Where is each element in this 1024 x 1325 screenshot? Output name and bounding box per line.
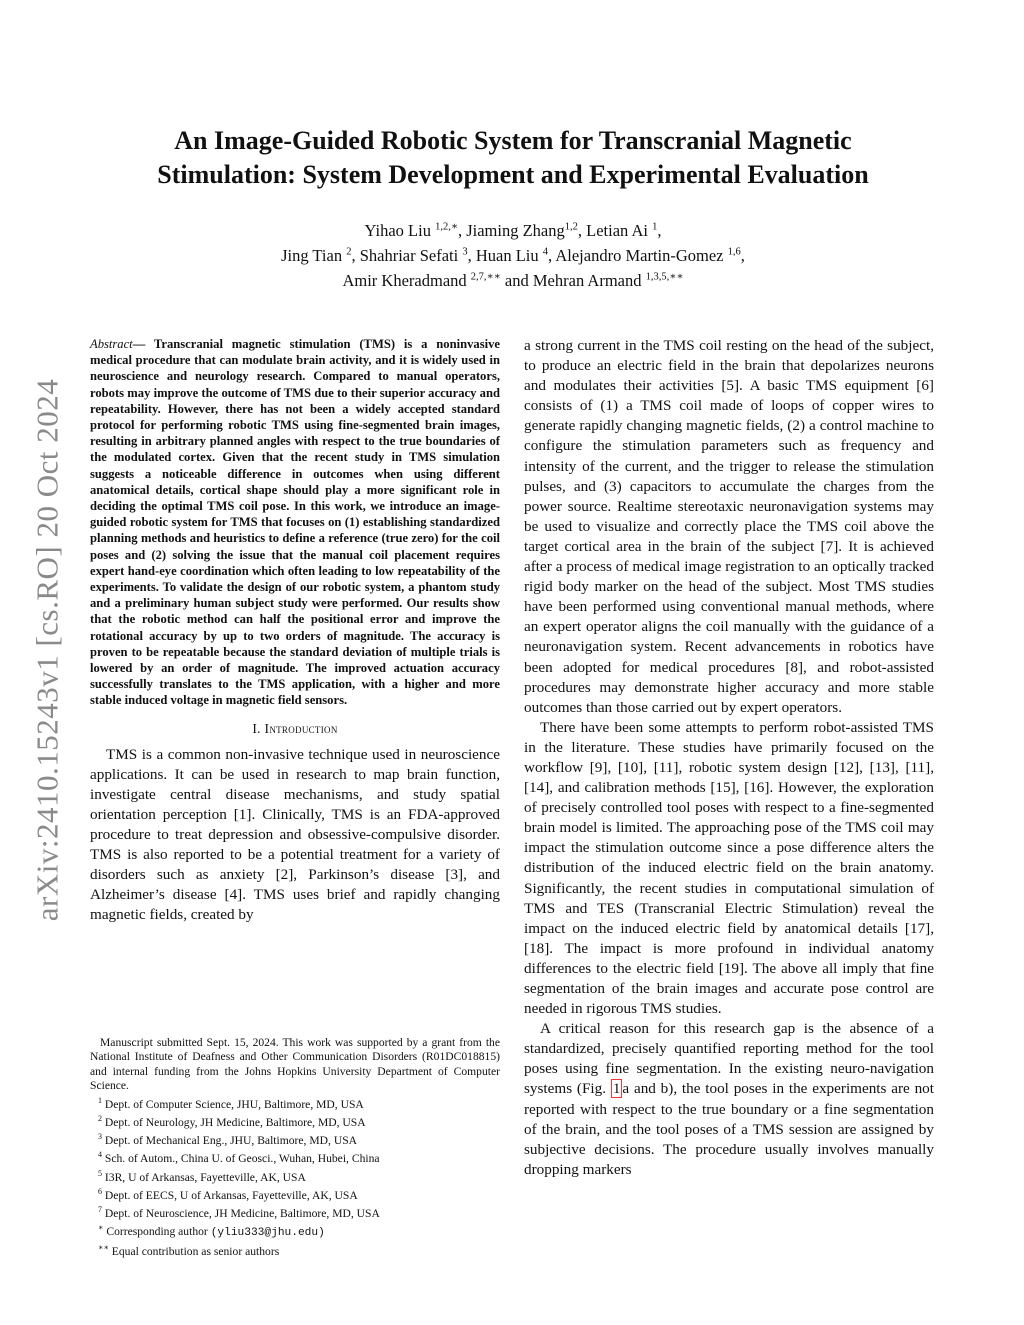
title-line-1: An Image-Guided Robotic System for Transcranial Magnetic: [174, 126, 852, 155]
affiliation-item: $^1$ Dept. of Computer Science, JHU, Baltimore, MD, USA: [98, 1095, 364, 1111]
affiliation-list: [90, 1094, 500, 1222]
author-line-3: Amir Kheradmand $^{2,7,∗∗}$ and Mehran Armand $^{1,3,5,∗∗}$: [342, 271, 684, 290]
author-list: [90, 218, 936, 293]
right-paragraph-2: There have been some attempts to perform robot-assisted TMS in the literature. These studies have primarily focused on the workflow [9], [10], [11], robotic system design [12], [13], [11], [14], and calibration methods [15], [16]. However, the exploration of precisely controlled tool poses with respect to a fine-segmented brain model is limited. The approaching pose of the TMS coil may impact the stimulation outcome since a pose difference alters the distribution of the induced electric field on the brain anatomy. Significantly, the recent studies in computational simulation of TMS and TES (Transcranial Electric Stimulation) reveal the impact on the induced electric field by anatomical details [17], [18]. The impact is more profound in individual anatomy differences to the electric field [19]. The above all imply that fine segmentation of the brain images and accurate pose control are needed in rigorous TMS studies.: [524, 718, 934, 1018]
affiliation-item: $^6$ Dept. of EECS, U of Arkansas, Fayetteville, AK, USA: [98, 1186, 358, 1202]
affiliation-item: $^2$ Dept. of Neurology, JH Medicine, Baltimore, MD, USA: [98, 1113, 366, 1129]
author-line-2: Jing Tian $^2$, Shahriar Sefati $^3$, Huan Liu $^4$, Alejandro Martin-Gomez $^{1,6}$,: [281, 246, 745, 265]
affiliation-item: $^3$ Dept. of Mechanical Eng., JHU, Baltimore, MD, USA: [98, 1132, 358, 1148]
intro-paragraph-1: TMS is a common non-invasive technique used in neuroscience applications. It can be used in research to map brain function, investigate central disease mechanisms, and study spatial orientation perception [1]. Clinically, TMS is an FDA-approved procedure to treat depression and obsessive-compulsive disorder. TMS is also reported to be a potential treatment for a variety of disorders such as anxiety [2], Parkinson’s disease [3], and Alzheimer’s disease [4]. TMS uses brief and rapidly changing magnetic fields, created by: [90, 745, 500, 924]
right-column: [524, 336, 934, 1180]
affiliation-item: $^7$ Dept. of Neuroscience, JH Medicine, Baltimore, MD, USA: [98, 1205, 380, 1221]
footnotes: [90, 1036, 500, 1259]
abstract: [90, 336, 500, 709]
author-line-1: Yihao Liu $^{1,2,∗}$, Jiaming Zhang$^{1,2}$, Letian Ai $^1$,: [364, 221, 662, 240]
right-paragraph-1: a strong current in the TMS coil resting on the head of the subject, to produce an electric field in the brain that depolarizes neurons and modulates their activities [5]. A basic TMS equipment [6] consists of (1) a TMS coil made of loops of copper wires to generate rapidly changing magnetic fields, (2) a control machine to configure the stimulation parameters such as frequency and intensity of the current, and the trigger to release the stimulation pulses, and (3) capacitors to accumulate the charges from the power source. Realtime stereotaxic neuronavigation systems may be used to visualize and correctly place the TMS coil above the target cortical area in the brain of the subject [7]. It is achieved after a process of medical image registration to an optically tracked rigid body marker on the head of the subject. Most TMS studies have been performed using conventional manual methods, where an expert operator aligns the coil manually with the guidance of a neuronavigation system. Recent advancements in robotics have been adopted for medical procedures [8], and robot-assisted procedures may demonstrate higher accuracy and more stable outcomes than those carried out by expert operators.: [524, 337, 934, 716]
figure-link[interactable]: 1: [612, 1080, 621, 1098]
arxiv-stamp: [22, 350, 72, 950]
affiliation-item: $^5$ I3R, U of Arkansas, Fayetteville, AK, USA: [98, 1168, 306, 1184]
abstract-label: Abstract: [90, 337, 133, 351]
title-line-2: Stimulation: System Development and Experimental Evaluation: [157, 160, 869, 189]
affiliation-item: $^4$ Sch. of Autom., China U. of Geosci., Wuhan, Hubei, China: [98, 1150, 380, 1166]
arxiv-stamp-text: arXiv:2410.15243v1 [cs.RO] 20 Oct 2024: [29, 378, 64, 922]
equal-contribution-note: ∗∗ Equal contribution as senior authors: [98, 1242, 280, 1258]
funding-note: Manuscript submitted Sept. 15, 2024. This work was supported by a grant from the National Institute of Deafness and Other Communication Disorders (R01DC018815) and internal funding from the Johns Hopkins University Department of Computer Science.: [90, 1036, 500, 1093]
section-heading: I. Introduction: [252, 720, 338, 736]
left-column: [90, 336, 500, 926]
corresponding-note: ∗ Corresponding author (yliu333@jhu.edu): [98, 1223, 325, 1240]
abstract-text: — Transcranial magnetic stimulation (TMS) is a noninvasive medical procedure that can modulate brain activity, and it is widely used in neuroscience and neurology research. Compared to manual operators, robots may improve the outcome of TMS due to their superior accuracy and repeatability. However, there has not been a widely accepted standard protocol for performing robotic TMS using fine-segmented brain images, resulting in arbitrary planned angles with respect to the true boundaries of the modulated cortex. Given that the recent study in TMS simulation suggests a noticeable difference in outcomes when using different anatomical details, cortical shape should play a more significant role in deciding the optimal TMS coil pose. In this work, we introduce an image-guided robotic system for TMS that focuses on (1) establishing standardized planning methods and heuristics to define a reference (true zero) for the coil poses and (2) solving the issue that the manual coil placement requires expert hand-eye coordination which often leading to low repeatability of the experiments. To validate the design of our robotic system, a phantom study and a preliminary human subject study were performed. Our results show that the robotic method can half the positional error and improve the rotational accuracy by up to two orders of magnitude. The accuracy is proven to be repeatable because the standard deviation of multiple trials is lowered by an order of magnitude. The improved actuation accuracy successfully translates to the TMS application, with a higher and more stable induced voltage in magnetic field sensors.: [90, 337, 500, 708]
right-paragraph-3: A critical reason for this research gap is the absence of a standardized, precisely quantified reporting method for the tool poses using fine segmentation. In the existing neuro-navigation systems (Fig. 1 a and b), the tool poses in the experiments are not reported with respect to the true boundary or a fine segmentation of the brain, and the tool poses of a TMS session are assigned by subjective decisions. The procedure usually involves manually dropping markers: [524, 1020, 934, 1178]
paper-title: [90, 124, 936, 192]
